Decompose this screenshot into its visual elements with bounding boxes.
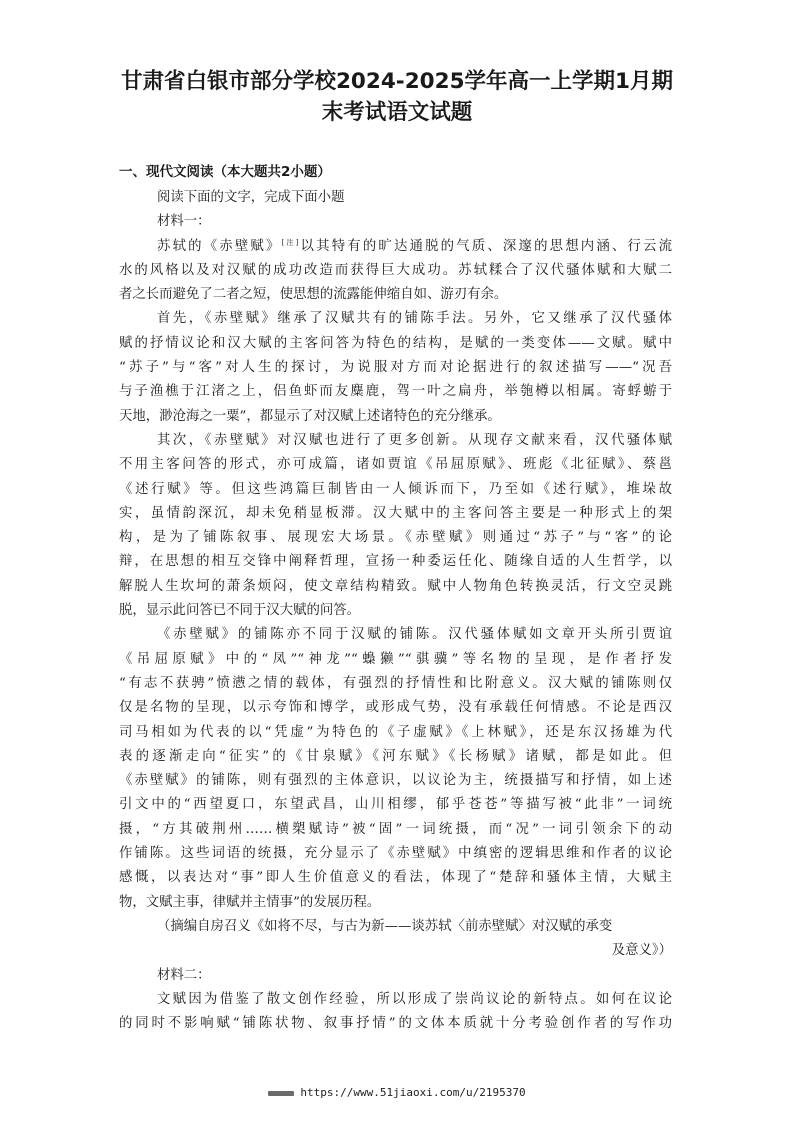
text-segment: “苏子”与“客”对人生的探讨，为说服对方而对论据进行的叙述描写——“况吾 xyxy=(119,360,672,376)
text-segment: 脱，显示此问答已不同于汉大赋的问答。 xyxy=(119,603,361,619)
text-line xyxy=(119,283,672,307)
text-line xyxy=(119,842,672,866)
text-line xyxy=(119,866,672,890)
text-line xyxy=(119,648,672,672)
text-line xyxy=(119,550,672,574)
text-segment: 《赤壁赋》的铺陈亦不同于汉赋的铺陈。汉代骚体赋如文章开头所引贾谊 xyxy=(157,627,672,643)
title-line-2: 末考试语文试题 xyxy=(321,100,473,125)
text-segment: 不用主客问答的形式，亦可成篇，诸如贾谊《吊屈原赋》、班彪《北征赋》、蔡邕 xyxy=(119,457,672,473)
site-logo-icon xyxy=(268,1091,294,1096)
text-segment: 水的风格以及对汉赋的成功改造而获得巨大成功。苏轼糅合了汉代骚体赋和大赋二 xyxy=(119,262,672,278)
page-title xyxy=(100,66,694,128)
text-segment: 者之长而避免了二者之短，使思想的流露能伸缩自如、游刃有余。 xyxy=(119,287,508,303)
text-segment: 感慨，以表达对“事”即人生价值意义的看法，体现了“楚辞和骚体主情，大赋主 xyxy=(119,870,672,886)
text-line xyxy=(119,235,672,259)
text-line xyxy=(119,769,672,793)
text-segment: 文赋因为借鉴了散文创作经验，所以形成了崇尚议论的新特点。如何在议论 xyxy=(157,991,672,1007)
text-line xyxy=(119,429,672,453)
text-segment: 《赤壁赋》的铺陈，则有强烈的主体意识，以议论为主，统摄描写和抒情，如上述 xyxy=(119,773,672,789)
article-body xyxy=(119,186,672,1036)
text-line xyxy=(119,623,672,647)
text-line xyxy=(119,526,672,550)
text-segment: 解脱人生坎坷的萧条烦闷，使文章结构精致。赋中人物角色转换灵活，行文空灵跳 xyxy=(119,578,672,594)
text-segment: 摄，“方其破荆州……横槊赋诗”被“固”一词统摄，而“况”一词引领余下的动 xyxy=(119,821,672,837)
text-segment: 司马相如为代表的以“凭虚”为特色的《子虚赋》《上林赋》，还是东汉扬雄为代 xyxy=(119,724,672,740)
text-line xyxy=(119,502,672,526)
text-line xyxy=(119,696,672,720)
footer-watermark xyxy=(0,1086,794,1099)
text-line xyxy=(119,478,672,502)
text-segment: 构，是为了铺陈叙事、展现宏大场景。《赤壁赋》则通过“苏子”与“客”的论 xyxy=(119,530,672,546)
text-segment: 作铺陈。这些词语的统摄，充分显示了《赤壁赋》中缜密的逻辑思维和作者的议论 xyxy=(119,846,672,862)
text-line xyxy=(119,915,672,939)
text-segment: 首先，《赤壁赋》继承了汉赋共有的铺陈手法。另外，它又继承了汉代骚体 xyxy=(157,311,672,327)
text-line xyxy=(119,891,672,915)
text-line xyxy=(119,380,672,404)
text-segment: 以其特有的旷达通脱的气质、深邃的思想内涵、行云流 xyxy=(298,238,672,254)
text-line xyxy=(119,793,672,817)
text-segment: “有志不获骋”愤懑之情的载体，有强烈的抒情性和比附意义。汉大赋的铺陈则仅 xyxy=(119,675,672,691)
title-line-1: 甘肃省白银市部分学校2024-2025学年高一上学期1月期 xyxy=(120,69,674,94)
text-segment: 天地，渺沧海之一粟”，都显示了对汉赋上述诸特色的充分继承。 xyxy=(119,408,501,424)
text-line xyxy=(119,1012,672,1036)
text-segment: 材料二： xyxy=(157,967,211,983)
text-line xyxy=(119,332,672,356)
text-segment: （摘编自房召义《如将不尽，与古为新——谈苏轼〈前赤壁赋〉对汉赋的承变 xyxy=(157,918,613,934)
text-segment: 的同时不影响赋“铺陈状物、叙事抒情”的文体本质就十分考验创作者的写作功 xyxy=(119,1016,672,1032)
text-line xyxy=(119,307,672,331)
text-line xyxy=(119,939,672,963)
text-segment: 辩，在思想的相互交锋中阐释哲理，宣扬一种委运任化、随缘自适的人生哲学，以 xyxy=(119,554,672,570)
text-segment: 其次，《赤壁赋》对汉赋也进行了更多创新。从现存文献来看，汉代骚体赋 xyxy=(157,432,672,448)
material-1-label: 材料一： xyxy=(157,214,211,230)
text-line xyxy=(119,988,672,1012)
text-segment: 苏轼的《赤壁赋》 xyxy=(157,238,282,254)
text-segment: 实，虽情韵深沉，却未免稍显板滞。汉大赋中的主客问答主要是一种形式上的架 xyxy=(119,505,672,521)
footer-url[interactable]: https://www.51jiaoxi.com/u/2195370 xyxy=(300,1086,526,1099)
text-line xyxy=(119,356,672,380)
text-line xyxy=(119,672,672,696)
text-line xyxy=(119,259,672,283)
text-segment: 及意义》） xyxy=(611,943,672,959)
text-segment: 仅是名物的呈现，以示夸饰和博学，或形成气势，没有承载任何情感。不论是西汉 xyxy=(119,700,672,716)
text-line xyxy=(119,721,672,745)
text-line xyxy=(119,964,672,988)
text-segment: 赋的抒情议论和汉大赋的主客问答为特色的结构，是赋的一类变体——文赋。赋中 xyxy=(119,335,672,351)
text-line xyxy=(119,818,672,842)
text-segment: 《吊屈原赋》中的“凤”“神龙”“蟂獭”“骐骥”等名物的呈现，是作者抒发 xyxy=(119,651,672,667)
text-line xyxy=(119,745,672,769)
text-segment: 物，文赋主事，律赋并主情事”的发展历程。 xyxy=(119,894,381,910)
text-segment: 与子渔樵于江渚之上，侣鱼虾而友麋鹿，驾一叶之扁舟，举匏樽以相属。寄蜉蝣于 xyxy=(119,384,672,400)
text-line xyxy=(119,405,672,429)
text-segment: 表的逐渐走向“征实”的《甘泉赋》《河东赋》《长杨赋》诸赋，都是如此。但 xyxy=(119,748,672,764)
text-segment: 《述行赋》等。但这些鸿篇巨制皆由一人倾诉而下，乃至如《述行赋》，堆垛故 xyxy=(119,481,672,497)
text-line xyxy=(119,453,672,477)
section-heading: 一、现代文阅读（本大题共2小题） xyxy=(119,164,331,180)
text-segment: 引文中的“西望夏口，东望武昌，山川相缪，郁乎苍苍”等描写被“此非”一词统 xyxy=(119,797,672,813)
footnote-mark[interactable]: [注] xyxy=(281,238,299,247)
text-line xyxy=(119,599,672,623)
text-line xyxy=(119,575,672,599)
instruction-text: 阅读下面的文字，完成下面小题 xyxy=(157,190,345,205)
